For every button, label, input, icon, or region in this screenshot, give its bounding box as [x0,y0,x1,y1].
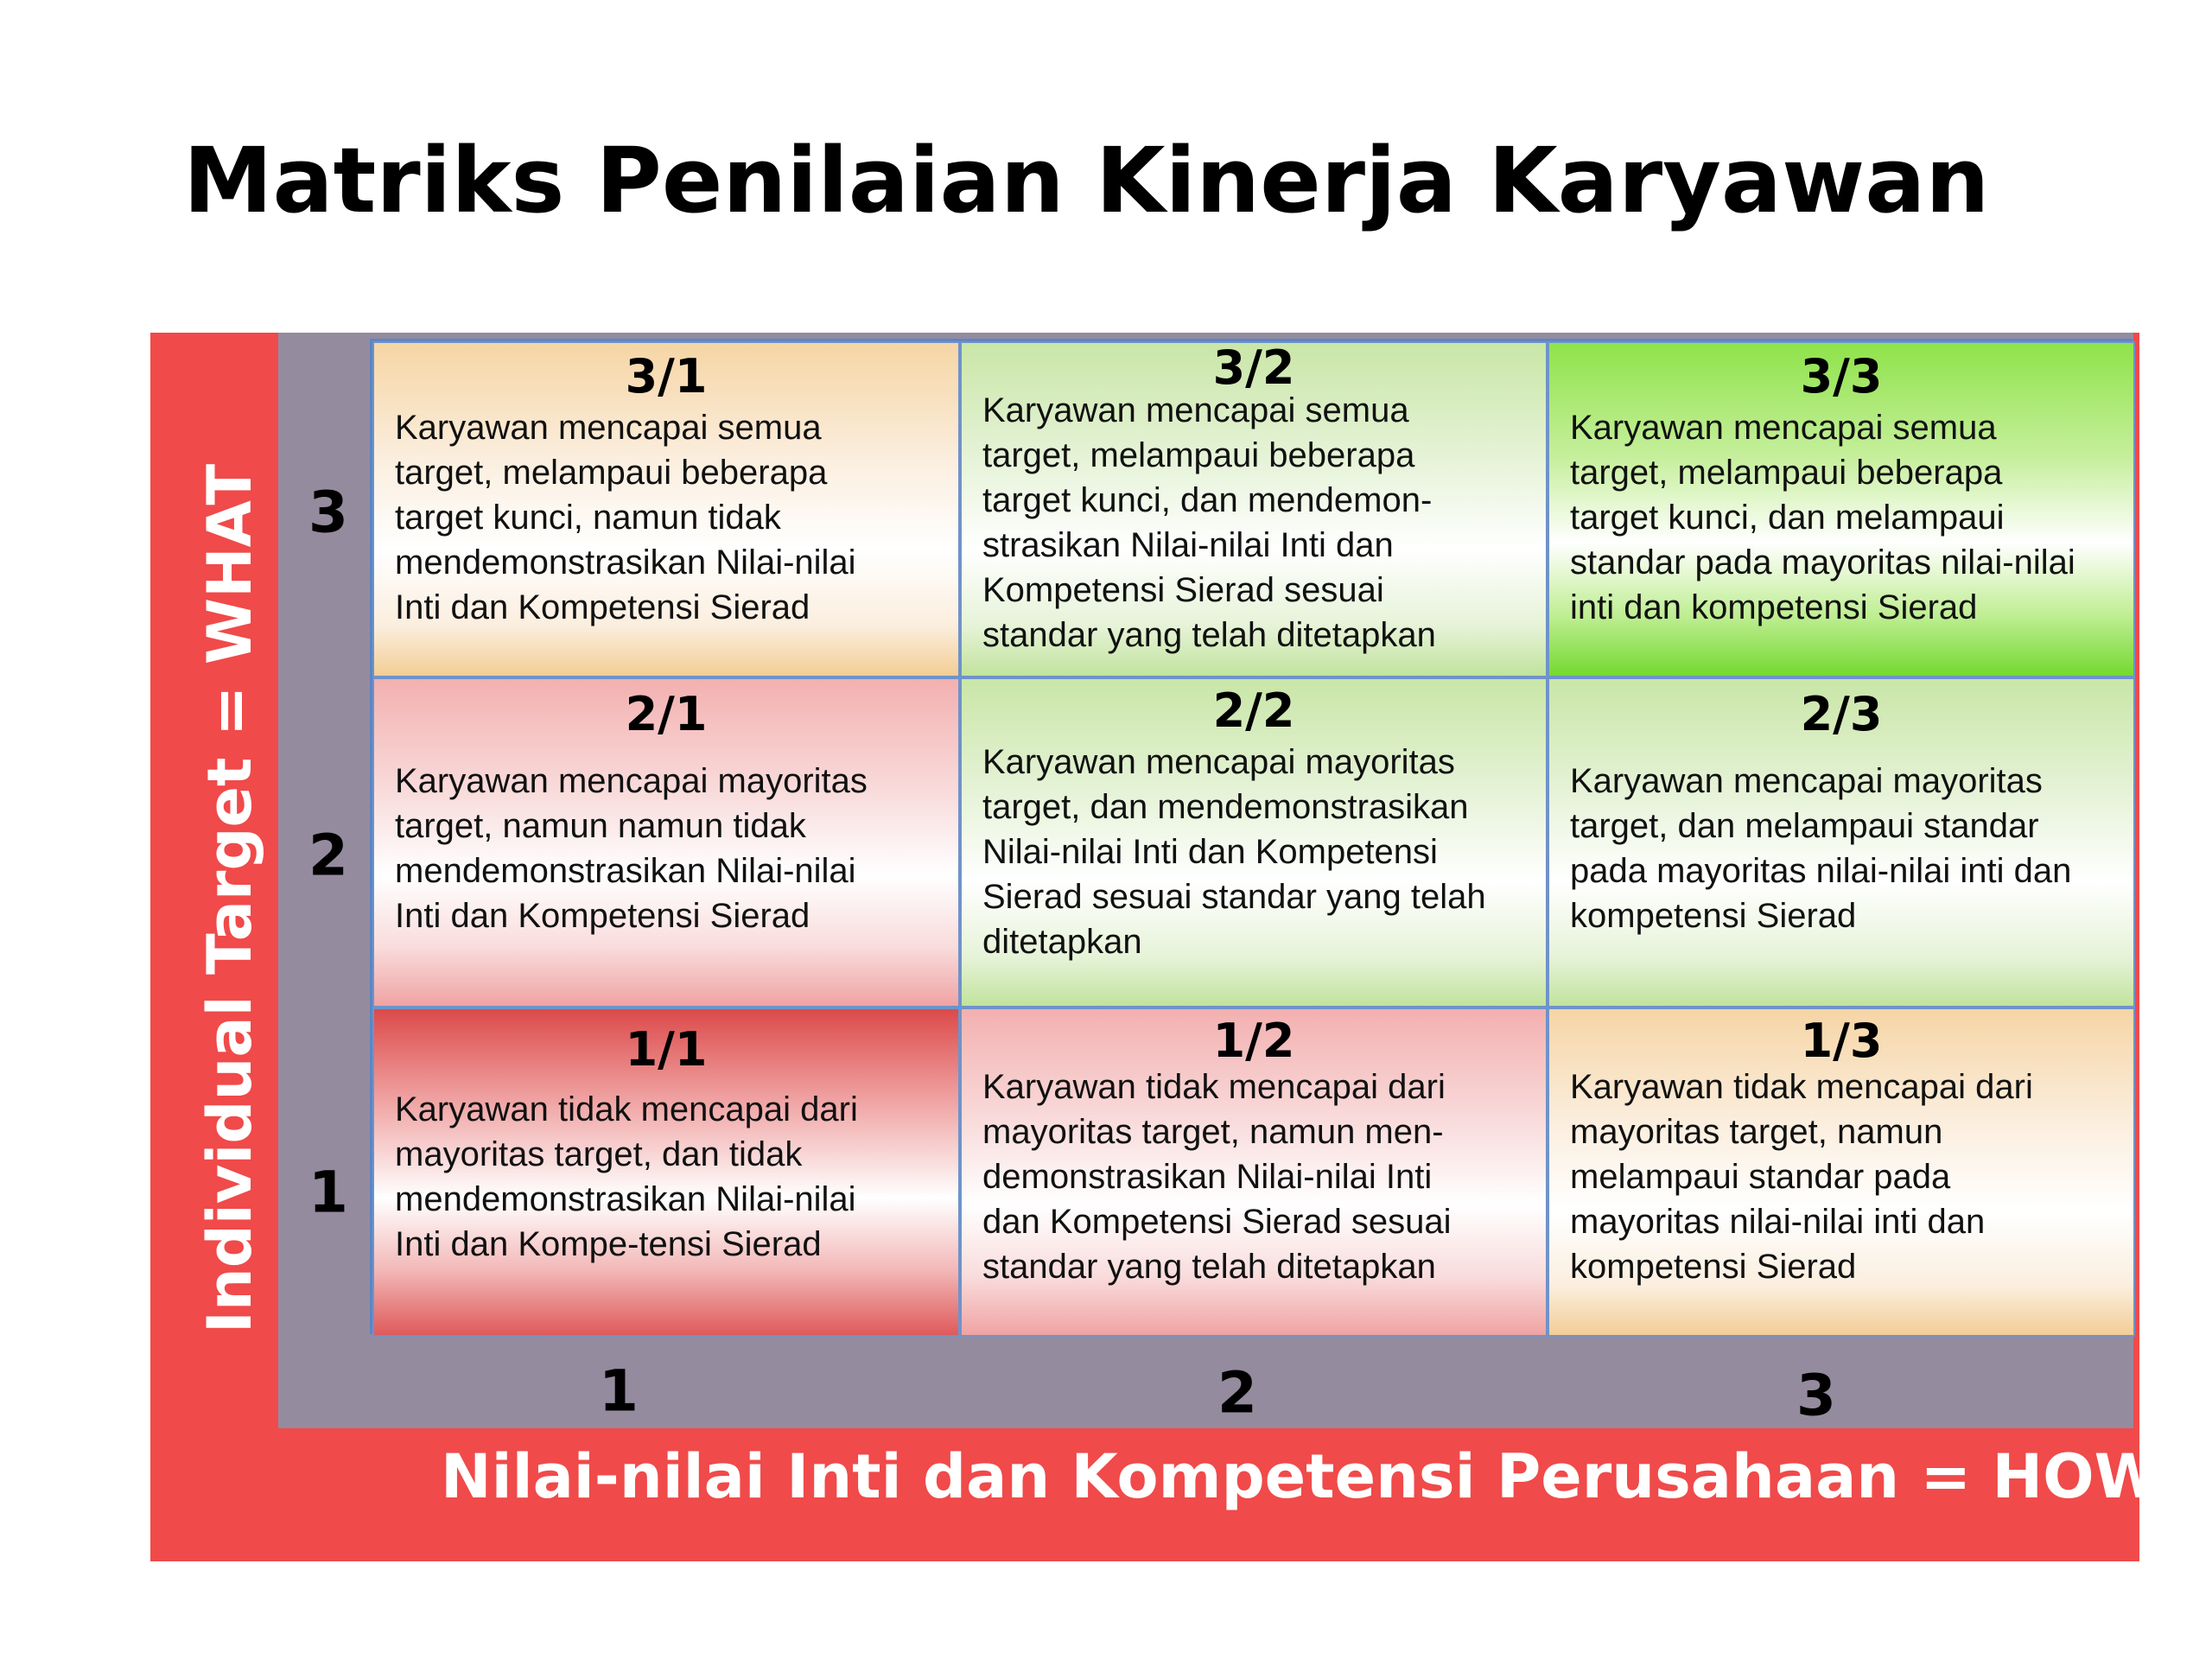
matrix-cell-3-3 [1548,341,2135,677]
cell-code: 3/3 [1800,349,1883,404]
cell-description-line: standar yang telah ditetapkan [982,1248,1436,1286]
matrix-cell-3-1 [372,341,960,677]
cell-description-line: target, dan melampaui standar [1570,807,2039,845]
cell-description-line: standar pada mayoritas nilai-nilai [1570,543,2075,582]
cell-description-line: Karyawan tidak mencapai dari [982,1068,1446,1106]
cell-description-line: Karyawan tidak mencapai dari [1570,1068,2033,1106]
cell-code: 1/3 [1800,1014,1883,1068]
x-axis-label: Nilai-nilai Inti dan Kompetensi Perusahaan = HOW [441,1441,2161,1512]
cell-code: 1/1 [625,1022,708,1077]
cell-description-line: Karyawan mencapai semua [1570,409,1997,447]
cell-description [374,759,958,938]
cell-description-line: dan Kompetensi Sierad sesuai [982,1203,1452,1241]
cell-code: 2/1 [625,687,708,741]
performance-matrix-grid [370,339,2133,1334]
cell-description-line: mendemonstrasikan Nilai-nilai [395,543,856,582]
cell-description [1549,759,2133,938]
cell-description [374,1087,958,1267]
matrix-cell-3-2 [960,341,1548,677]
cell-description-line: target kunci, dan mendemon- [982,481,1433,519]
cell-description-line: target kunci, dan melampaui [1570,499,2005,537]
y-tick-2: 2 [308,822,348,889]
cell-description-line: inti dan kompetensi Sierad [1570,588,1978,626]
cell-description [1549,1065,2133,1289]
cell-description-line: target, namun namun tidak [395,807,806,845]
cell-description-line: Sierad sesuai standar yang telah [982,878,1486,916]
cell-description-line: Inti dan Kompetensi Sierad [395,588,810,626]
cell-description-line: kompetensi Sierad [1570,1248,1857,1286]
y-tick-3: 3 [308,479,348,546]
cell-description [1549,405,2133,630]
cell-description [374,405,958,630]
cell-description-line: Karyawan mencapai semua [982,391,1409,429]
cell-description-line: mayoritas target, namun men- [982,1113,1444,1151]
matrix-cell-2-3 [1548,677,2135,1007]
y-tick-1: 1 [308,1159,348,1226]
x-tick-2: 2 [1217,1359,1257,1427]
cell-description-line: kompetensi Sierad [1570,897,1857,935]
cell-description-line: melampaui standar pada [1570,1158,1951,1196]
cell-description-line: mendemonstrasikan Nilai-nilai [395,852,856,890]
cell-description-line: target, dan mendemonstrasikan [982,788,1469,826]
page-title: Matriks Penilaian Kinerja Karyawan [183,128,1990,233]
cell-code: 2/3 [1800,687,1883,741]
cell-description-line: ditetapkan [982,923,1142,961]
x-tick-1: 1 [599,1357,639,1425]
cell-description-line: demonstrasikan Nilai-nilai Inti [982,1158,1433,1196]
cell-description-line: Karyawan mencapai mayoritas [395,762,868,800]
cell-description-line: mayoritas target, dan tidak [395,1135,803,1173]
cell-code: 3/1 [625,349,708,404]
cell-description-line: mayoritas nilai-nilai inti dan [1570,1203,1986,1241]
cell-description-line: Karyawan mencapai semua [395,409,822,447]
cell-description-line: target kunci, namun tidak [395,499,781,537]
cell-description [962,1065,1546,1289]
cell-description-line: target, melampaui beberapa [982,436,1415,474]
y-axis-label: Individual Target = WHAT [194,463,265,1334]
cell-code: 1/2 [1212,1014,1295,1068]
matrix-cell-2-1 [372,677,960,1007]
x-tick-3: 3 [1796,1362,1836,1429]
cell-description-line: target, melampaui beberapa [1570,454,2003,492]
matrix-cell-1-3 [1548,1007,2135,1337]
matrix-cell-1-2 [960,1007,1548,1337]
cell-description-line: Karyawan tidak mencapai dari [395,1090,858,1128]
cell-description-line: mayoritas target, namun [1570,1113,1943,1151]
cell-description-line: pada mayoritas nilai-nilai inti dan [1570,852,2072,890]
matrix-cell-1-1 [372,1007,960,1337]
cell-description-line: strasikan Nilai-nilai Inti dan [982,526,1394,564]
cell-code: 2/2 [1212,683,1295,738]
cell-description-line: Inti dan Kompe-tensi Sierad [395,1225,822,1263]
cell-description-line: Kompetensi Sierad sesuai [982,571,1384,609]
cell-description-line: mendemonstrasikan Nilai-nilai [395,1180,856,1218]
matrix-cell-2-2 [960,677,1548,1007]
cell-description-line: Karyawan mencapai mayoritas [982,743,1455,781]
cell-description [962,740,1546,964]
cell-description [962,388,1546,658]
cell-description-line: Inti dan Kompetensi Sierad [395,897,810,935]
cell-description-line: target, melampaui beberapa [395,454,828,492]
cell-description-line: Karyawan mencapai mayoritas [1570,762,2043,800]
cell-code: 3/2 [1212,341,1295,395]
cell-description-line: standar yang telah ditetapkan [982,616,1436,654]
cell-description-line: Nilai-nilai Inti dan Kompetensi [982,833,1438,871]
